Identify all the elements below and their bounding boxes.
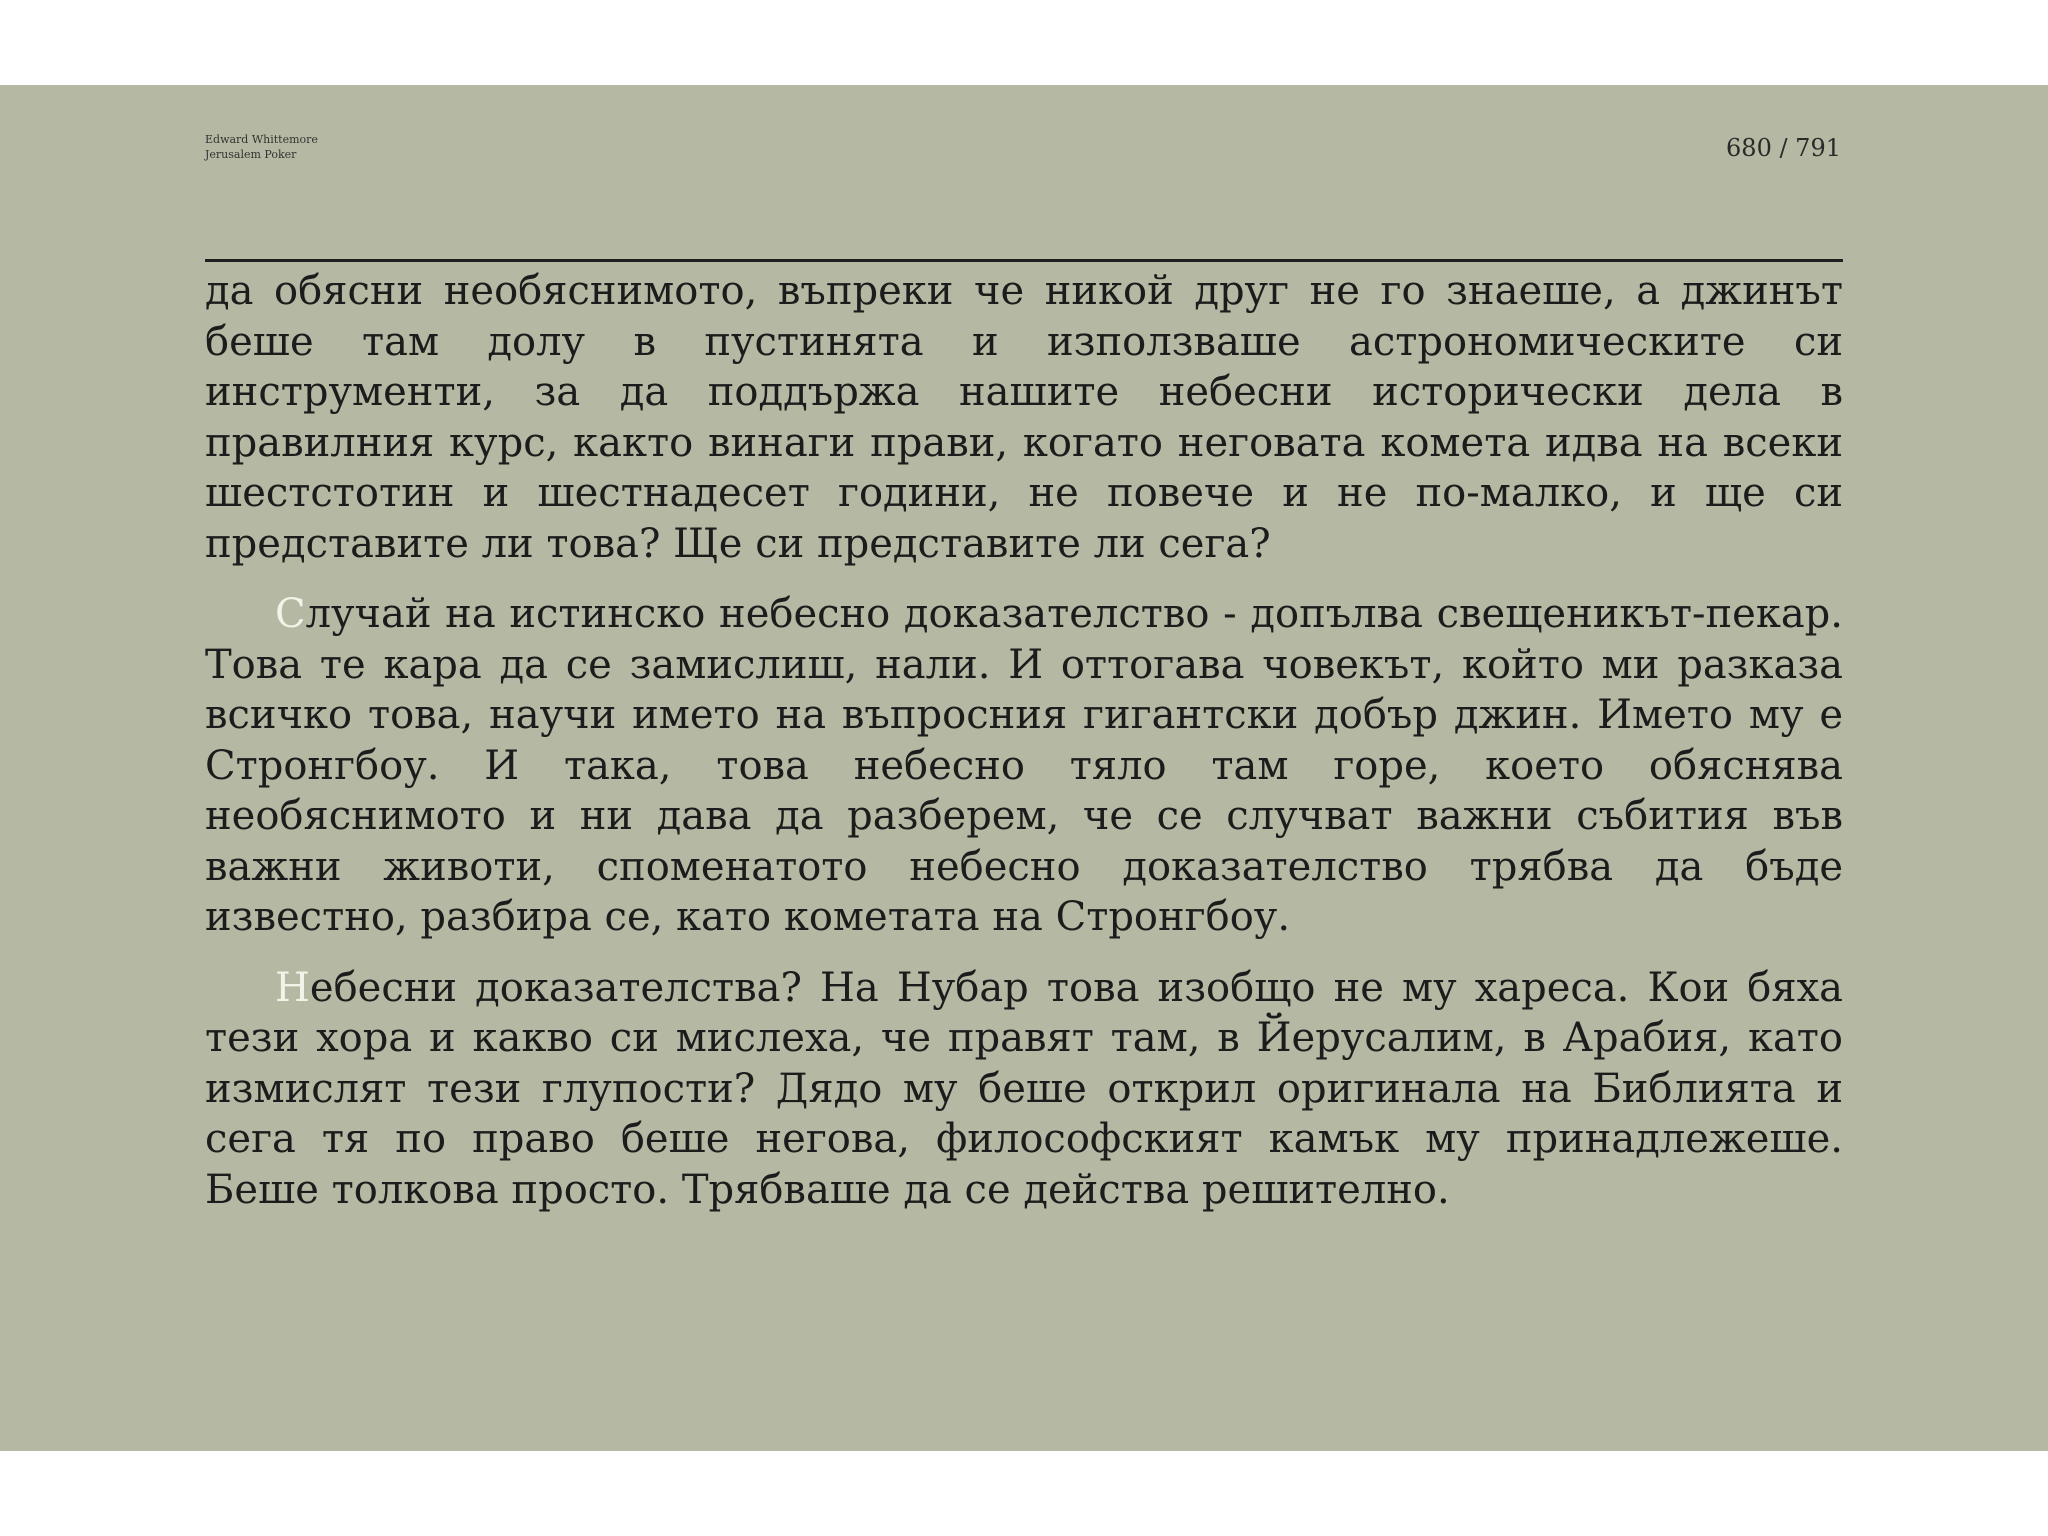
paragraph-text: лучай на истинско небесно доказателство - допълва свещеникът-пекар. Това те кара да се замислиш, нали. И оттогава човекът, който ми разказа всичко това, научи името на въпросния гигантски добър джин. Името му е Стронгбоу. И така, това небесно тяло там горе, което обяснява необяснимото и ни дава да разберем, че се случват важни събития във важни животи, споменатото небесно доказателство трябва да бъде известно, разбира се, като кометата на Стронгбоу. <box>205 591 1843 940</box>
book-title: Jerusalem Poker <box>205 148 297 161</box>
initial-letter: С <box>275 591 306 637</box>
paragraph <box>205 266 1843 569</box>
paragraph-text: да обясни необяснимото, въпреки че никой друг не го знаеше, а джинът беше там долу в пустинята и използваше астрономическите си инструменти, за да поддържа нашите небесни исторически дела в правилния курс, както винаги прави, когато неговата комета идва на всеки шестстотин и шестнадесет години, не повече и не по-малко, и ще си представите ли това? Ще си представите ли сега? <box>205 268 1843 567</box>
page-text <box>205 266 1843 1215</box>
paragraph-text: ебесни доказателства? На Нубар това изобщо не му хареса. Кои бяха тези хора и какво си мислеха, че правят там, в Йерусалим, в Арабия, като измислят тези глупости? Дядо му беше открил оригинала на Библията и сега тя по право беше негова, философският камък му принадлежеше. Беше толкова просто. Трябваше да се действа решително. <box>205 964 1843 1213</box>
paragraph <box>205 963 1843 1216</box>
initial-letter: Н <box>275 964 310 1011</box>
page-indicator: 680 / 791 <box>1726 134 1841 162</box>
author-name: Edward Whittemore <box>205 133 318 146</box>
page-header <box>205 132 1843 262</box>
book-info <box>205 132 318 162</box>
paragraph <box>205 589 1843 943</box>
